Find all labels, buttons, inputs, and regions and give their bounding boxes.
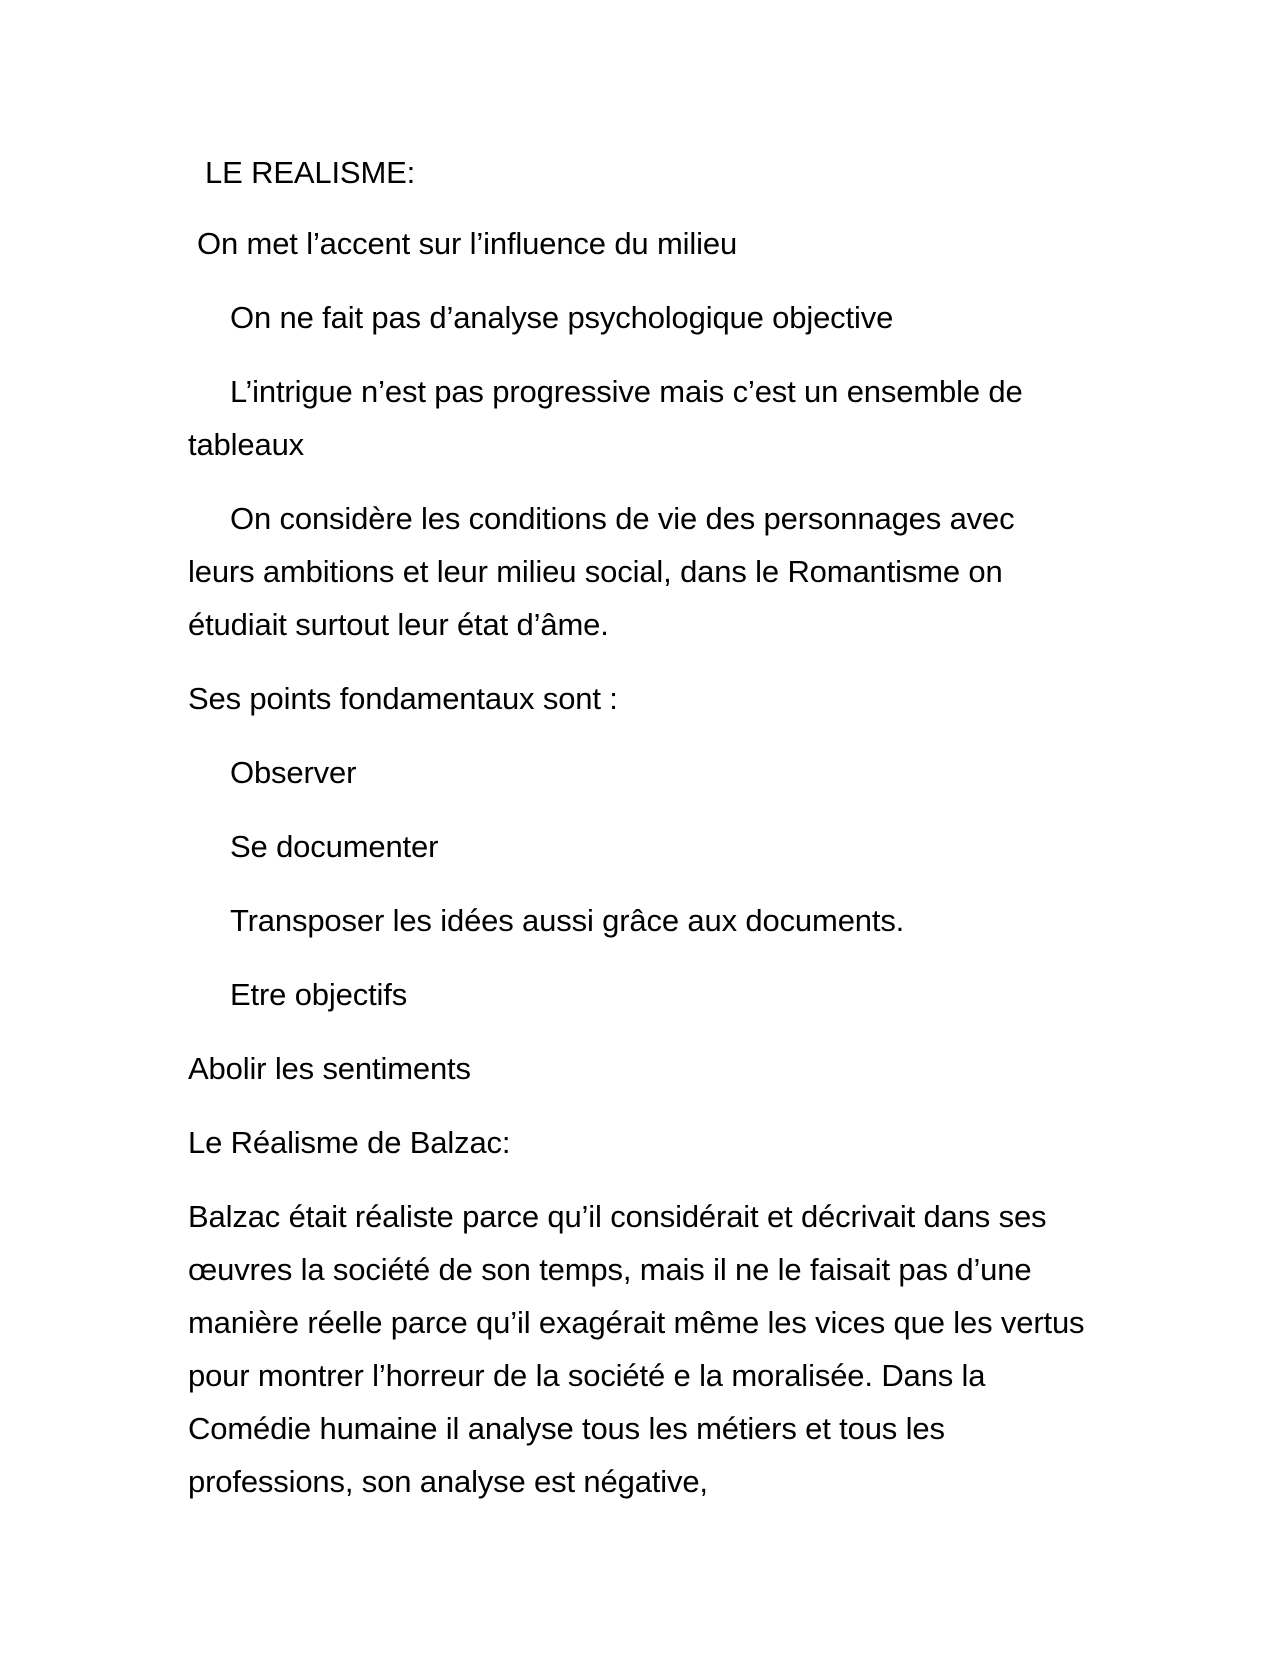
paragraph-points-intro: Ses points fondamentaux sont : — [188, 681, 618, 716]
paragraph-analyse: On ne fait pas d’analyse psychologique objective — [230, 300, 894, 335]
list-item-sentiments: Abolir les sentiments — [188, 1051, 471, 1086]
list-item-transposer: Transposer les idées aussi grâce aux documents. — [230, 903, 905, 938]
paragraph-intrigue: L’intrigue n’est pas progressive mais c’est un ensemble de tableaux — [188, 374, 1023, 462]
list-item-documenter: Se documenter — [230, 829, 439, 864]
paragraph-milieu: On met l’accent sur l’influence du milieu — [197, 226, 738, 261]
paragraph-balzac: Balzac était réaliste parce qu’il considérait et décrivait dans ses œuvres la société de son temps, mais il ne le faisait pas d’une manière réelle parce qu’il exagérait même les vices que les vertus pour montrer l’horreur de la société e la moralisée. Dans la Comédie humaine il analyse tous les métiers et tous les professions, son analyse est négative, — [188, 1199, 1085, 1499]
paragraph-conditions: On considère les conditions de vie des personnages avec leurs ambitions et leur milieu social, dans le Romantisme on étudiait surtout leur état d’âme. — [188, 501, 1015, 642]
list-item-observer: Observer — [230, 755, 357, 790]
document-title: LE REALISME: — [205, 155, 416, 190]
document-body — [188, 146, 1088, 1529]
section-heading-balzac: Le Réalisme de Balzac: — [188, 1125, 511, 1160]
list-item-objectifs: Etre objectifs — [230, 977, 408, 1012]
